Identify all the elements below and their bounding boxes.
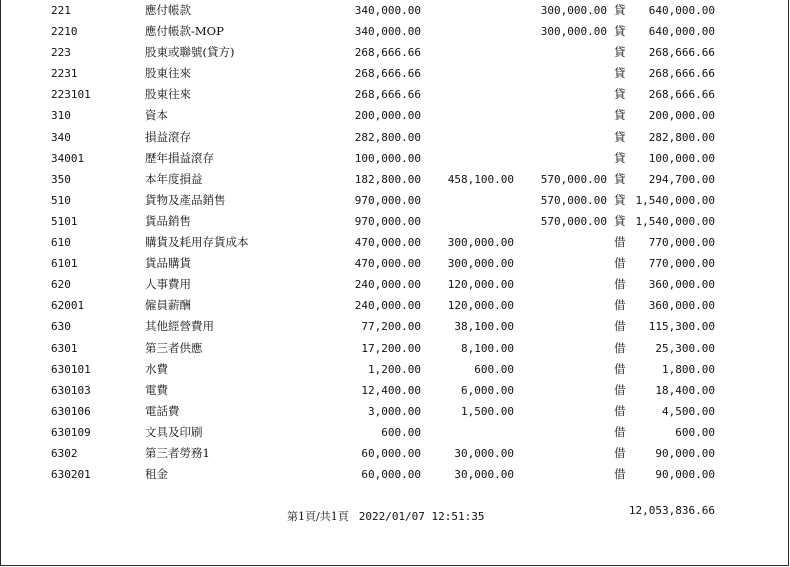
- debit-amount: 120,000.00: [447, 299, 514, 313]
- balance-amount: 268,666.66: [648, 46, 715, 60]
- credit-amount: 570,000.00: [540, 172, 607, 186]
- balance-amount: 600.00: [675, 425, 715, 439]
- balance-amount: 770,000.00: [648, 257, 715, 271]
- table-row: [0, 359, 790, 380]
- account-name: 股東或聯號(貸方): [145, 45, 235, 60]
- opening-amount: 340,000.00: [354, 4, 421, 17]
- debit-credit-flag: 借: [614, 319, 626, 334]
- opening-amount: 970,000.00: [354, 193, 421, 207]
- balance-amount: 1,800.00: [662, 362, 715, 376]
- report-footer: [287, 508, 485, 524]
- account-name: 租金: [145, 467, 168, 482]
- account-code: 223101: [51, 88, 91, 102]
- balance-amount: 268,666.66: [648, 67, 715, 81]
- debit-credit-flag: 貸: [614, 3, 626, 17]
- table-row: [0, 169, 790, 190]
- table-row: [0, 401, 790, 422]
- opening-amount: 282,800.00: [354, 130, 421, 144]
- opening-amount: 268,666.66: [354, 46, 421, 60]
- debit-credit-flag: 借: [614, 277, 626, 292]
- debit-credit-flag: 借: [614, 298, 626, 313]
- opening-amount: 1,200.00: [368, 362, 421, 376]
- account-code: 510: [51, 193, 71, 207]
- account-code: 350: [51, 172, 71, 186]
- table-row: [0, 464, 790, 485]
- account-code: 630103: [51, 383, 91, 397]
- debit-credit-flag: 貸: [614, 45, 626, 60]
- debit-credit-flag: 借: [614, 467, 626, 482]
- opening-amount: 182,800.00: [354, 172, 421, 186]
- opening-amount: 340,000.00: [354, 25, 421, 39]
- table-row: [0, 190, 790, 211]
- debit-credit-flag: 貸: [614, 192, 626, 207]
- balance-amount: 25,300.00: [655, 341, 715, 355]
- credit-amount: 570,000.00: [540, 214, 607, 228]
- debit-credit-flag: 貸: [614, 150, 626, 165]
- debit-credit-flag: 貸: [614, 24, 626, 39]
- debit-credit-flag: 貸: [614, 87, 626, 102]
- opening-amount: 3,000.00: [368, 404, 421, 418]
- account-code: 630106: [51, 404, 91, 418]
- account-code: 620: [51, 278, 71, 292]
- opening-amount: 200,000.00: [354, 109, 421, 123]
- account-name: 電費: [145, 382, 168, 397]
- account-code: 5101: [51, 214, 78, 228]
- table-row: [0, 274, 790, 295]
- account-name: 貨品銷售: [145, 213, 191, 228]
- balance-amount: 640,000.00: [648, 25, 715, 39]
- balance-amount: 360,000.00: [648, 278, 715, 292]
- table-row: [0, 443, 790, 464]
- debit-amount: 6,000.00: [461, 383, 514, 397]
- account-code: 630109: [51, 425, 91, 439]
- table-row: [0, 380, 790, 401]
- account-name: 其他經營費用: [145, 319, 214, 334]
- debit-amount: 1,500.00: [461, 404, 514, 418]
- balance-amount: 90,000.00: [655, 446, 715, 460]
- credit-amount: 300,000.00: [540, 25, 607, 39]
- account-code: 6101: [51, 257, 78, 271]
- opening-amount: 12,400.00: [361, 383, 421, 397]
- debit-amount: 120,000.00: [447, 278, 514, 292]
- table-row: [0, 105, 790, 126]
- opening-amount: 77,200.00: [361, 320, 421, 334]
- opening-amount: 600.00: [381, 425, 421, 439]
- table-row: [0, 295, 790, 316]
- account-code: 6301: [51, 341, 78, 355]
- account-name: 第三者勞務1: [145, 445, 210, 460]
- table-row: [0, 338, 790, 359]
- table-row: [0, 21, 790, 42]
- account-name: 人事費用: [145, 277, 191, 292]
- opening-amount: 17,200.00: [361, 341, 421, 355]
- balance-amount: 18,400.00: [655, 383, 715, 397]
- balance-amount: 268,666.66: [648, 88, 715, 102]
- debit-credit-flag: 借: [614, 340, 626, 355]
- account-code: 630: [51, 320, 71, 334]
- account-code: 6302: [51, 446, 78, 460]
- opening-amount: 60,000.00: [361, 468, 421, 482]
- account-name: 電話費: [145, 403, 180, 418]
- account-code: 2231: [51, 67, 78, 81]
- table-row: [0, 422, 790, 443]
- account-name: 本年度損益: [145, 171, 203, 186]
- table-row: [0, 211, 790, 232]
- account-name: 股東往來: [145, 66, 191, 81]
- balance-amount: 100,000.00: [648, 151, 715, 165]
- opening-amount: 60,000.00: [361, 446, 421, 460]
- account-code: 630101: [51, 362, 91, 376]
- debit-amount: 30,000.00: [454, 446, 514, 460]
- credit-amount: 300,000.00: [540, 4, 607, 17]
- account-name: 股東往來: [145, 87, 191, 102]
- account-name: 僱員薪酬: [145, 298, 191, 313]
- page-info: 第1頁/共1頁: [287, 510, 349, 523]
- balance-amount: 282,800.00: [648, 130, 715, 144]
- balance-amount: 200,000.00: [648, 109, 715, 123]
- table-row: [0, 42, 790, 63]
- account-name: 貨品購貨: [145, 256, 191, 271]
- table-row: [0, 0, 790, 21]
- account-name: 損益滾存: [145, 129, 191, 144]
- balance-amount: 115,300.00: [648, 320, 715, 334]
- account-code: 340: [51, 130, 71, 144]
- account-code: 310: [51, 109, 71, 123]
- opening-amount: 470,000.00: [354, 236, 421, 250]
- account-code: 34001: [51, 151, 85, 165]
- account-code: 630201: [51, 468, 91, 482]
- account-code: 223: [51, 46, 71, 60]
- balance-amount: 1,540,000.00: [635, 214, 715, 228]
- debit-credit-flag: 借: [614, 361, 626, 376]
- opening-amount: 240,000.00: [354, 299, 421, 313]
- account-name: 歷年損益滾存: [145, 150, 214, 165]
- debit-amount: 8,100.00: [461, 341, 514, 355]
- balance-amount: 294,700.00: [648, 172, 715, 186]
- debit-credit-flag: 貸: [614, 108, 626, 123]
- table-row: [0, 232, 790, 253]
- table-row: [0, 316, 790, 337]
- account-name: 購貨及耗用存貨成本: [145, 235, 249, 250]
- account-name: 第三者供應: [145, 340, 203, 355]
- opening-amount: 268,666.66: [354, 67, 421, 81]
- debit-credit-flag: 借: [614, 403, 626, 418]
- debit-credit-flag: 貸: [614, 213, 626, 228]
- opening-amount: 970,000.00: [354, 214, 421, 228]
- account-name: 貨物及產品銷售: [145, 192, 226, 207]
- table-row: [0, 253, 790, 274]
- debit-credit-flag: 借: [614, 445, 626, 460]
- account-name: 應付帳款-MOP: [145, 24, 224, 39]
- debit-credit-flag: 貸: [614, 171, 626, 186]
- balance-amount: 770,000.00: [648, 236, 715, 250]
- debit-credit-flag: 貸: [614, 66, 626, 81]
- opening-amount: 470,000.00: [354, 257, 421, 271]
- balance-amount: 1,540,000.00: [635, 193, 715, 207]
- account-code: 221: [51, 4, 71, 17]
- debit-amount: 458,100.00: [447, 172, 514, 186]
- balance-amount: 640,000.00: [648, 4, 715, 17]
- table-row: [0, 63, 790, 84]
- debit-credit-flag: 借: [614, 424, 626, 439]
- opening-amount: 100,000.00: [354, 151, 421, 165]
- print-timestamp: 2022/01/07 12:51:35: [358, 510, 485, 523]
- account-name: 資本: [145, 108, 168, 123]
- table-row: [0, 127, 790, 148]
- opening-amount: 240,000.00: [354, 278, 421, 292]
- account-code: 62001: [51, 299, 85, 313]
- debit-credit-flag: 借: [614, 235, 626, 250]
- debit-amount: 30,000.00: [454, 468, 514, 482]
- debit-amount: 600.00: [474, 362, 514, 376]
- balance-amount: 360,000.00: [648, 299, 715, 313]
- account-code: 2210: [51, 25, 78, 39]
- account-name: 水費: [145, 361, 168, 376]
- debit-amount: 300,000.00: [447, 236, 514, 250]
- credit-amount: 570,000.00: [540, 193, 607, 207]
- account-name: 文具及印刷: [145, 424, 203, 439]
- debit-amount: 300,000.00: [447, 257, 514, 271]
- debit-amount: 38,100.00: [454, 320, 514, 334]
- debit-credit-flag: 借: [614, 256, 626, 271]
- table-row: [0, 148, 790, 169]
- grand-total: 12,053,836.66: [628, 504, 715, 517]
- account-code: 610: [51, 236, 71, 250]
- debit-credit-flag: 貸: [614, 129, 626, 144]
- opening-amount: 268,666.66: [354, 88, 421, 102]
- table-row: [0, 84, 790, 105]
- debit-credit-flag: 借: [614, 382, 626, 397]
- balance-amount: 4,500.00: [662, 404, 715, 418]
- balance-amount: 90,000.00: [655, 468, 715, 482]
- account-name: 應付帳款: [145, 3, 191, 17]
